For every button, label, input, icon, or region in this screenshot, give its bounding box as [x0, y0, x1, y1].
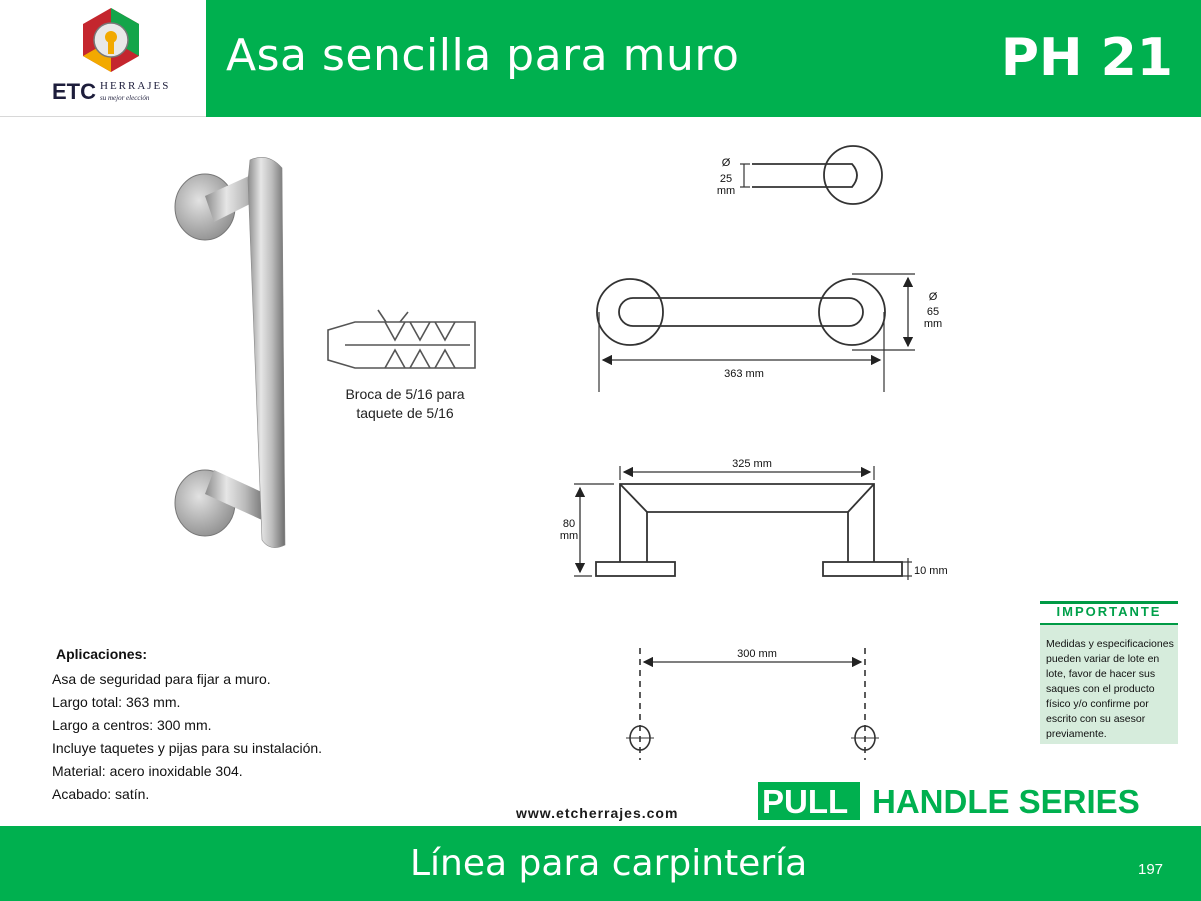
logo-tagline: su mejor elección	[100, 94, 150, 102]
base-diameter-value: 65	[926, 306, 940, 318]
anchor-caption	[330, 385, 480, 423]
list-item: Acabado: satín.	[52, 786, 150, 802]
total-length-label: 363 mm	[724, 368, 764, 380]
list-item: Largo a centros: 300 mm.	[52, 717, 212, 733]
height-unit: mm	[559, 530, 579, 542]
wall-anchor-icon	[328, 310, 475, 368]
series-pull-label: PULL	[762, 783, 849, 820]
rod-diameter-unit: mm	[716, 185, 736, 197]
handle-photo	[175, 157, 285, 547]
height-value: 80	[562, 518, 576, 530]
side-view-drawing	[740, 146, 882, 204]
important-title: IMPORTANTE	[1040, 604, 1178, 625]
list-item: Largo total: 363 mm.	[52, 694, 181, 710]
base-diameter-symbol: Ø	[928, 291, 938, 303]
list-item: Incluye taquetes y pijas para su instalación.	[52, 740, 323, 756]
important-text: Medidas y especificaciones pueden variar de lote en lote, favor de hacer sus saques con el producto físico y/o confirme por escrito con su asesor previamente.	[1046, 638, 1174, 740]
base-diameter-unit: mm	[923, 318, 943, 330]
logo-name: HERRAJES	[100, 80, 171, 92]
logo-brand: ETC	[52, 79, 96, 104]
center-distance-label: 300 mm	[737, 648, 777, 660]
website-link[interactable]: www.etcherrajes.com	[516, 805, 679, 821]
footer-title: Línea para carpintería	[410, 843, 808, 884]
applications-title: Aplicaciones:	[56, 646, 148, 662]
top-length-label: 325 mm	[732, 458, 772, 470]
hole-spacing-drawing	[626, 648, 879, 760]
page-title: Asa sencilla para muro	[226, 30, 740, 81]
applications-list	[52, 668, 322, 806]
page-number: 197	[1138, 861, 1164, 878]
product-code: PH 21	[1000, 28, 1173, 88]
rod-diameter-symbol: Ø	[721, 157, 731, 169]
rod-diameter-value: 25	[719, 173, 733, 185]
anchor-caption-line1: Broca de 5/16 para	[345, 386, 465, 402]
base-thickness-label: 10 mm	[914, 565, 948, 577]
list-item: Asa de seguridad para fijar a muro.	[52, 671, 271, 687]
series-name: HANDLE SERIES	[872, 783, 1140, 820]
list-item: Material: acero inoxidable 304.	[52, 763, 243, 779]
elevation-view-drawing	[574, 466, 912, 580]
anchor-caption-line2: taquete de 5/16	[356, 405, 454, 421]
